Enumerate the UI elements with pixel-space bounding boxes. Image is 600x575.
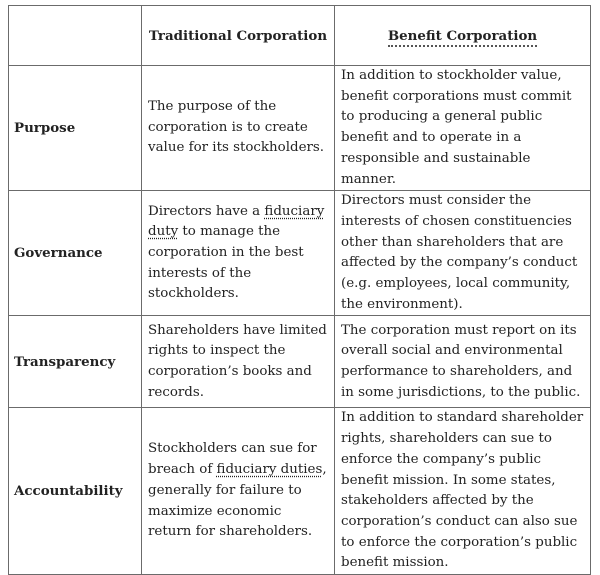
header-benefit-corporation[interactable] (335, 6, 591, 66)
fiduciary-duties-link[interactable]: fiduciary duties (216, 462, 323, 478)
fiduciary-duty-link[interactable]: fiduciary duty (148, 203, 325, 240)
governance-benefit-cell: Directors must consider the interests of chosen constituencies other than shareholders that are affected by the company’s conduct (e.g. employees, local community, the environment). (335, 191, 591, 316)
row-label-purpose: Purpose (9, 66, 142, 191)
header-empty-cell (9, 6, 142, 66)
row-label-accountability: Accountability (9, 408, 142, 575)
table-row-transparency (9, 316, 591, 408)
governance-traditional-text-before: Directors have a (148, 203, 265, 219)
table-row-purpose (9, 66, 591, 191)
accountability-traditional-text-after: , generally for failure to maximize economic return for shareholders. (148, 462, 327, 540)
table-row-governance (9, 191, 591, 316)
header-traditional-corporation: Traditional Corporation (142, 6, 335, 66)
row-label-transparency: Transparency (9, 316, 142, 408)
accountability-traditional-text-before: Stockholders can sue for breach of (148, 441, 317, 478)
purpose-benefit-cell: In addition to stockholder value, benefit corporations must commit to producing a general public benefit and to operate in a responsible and sustainable manner. (335, 66, 591, 191)
accountability-benefit-cell: In addition to standard shareholder rights, shareholders can sue to enforce the company’s public benefit mission. In some states, stakeholders affected by the corporation’s conduct can also sue to enforce the corporation’s public benefit mission. (335, 408, 591, 575)
benefit-corporation-link[interactable]: Benefit Corporation (388, 28, 537, 47)
governance-traditional-cell (142, 191, 335, 316)
row-label-governance: Governance (9, 191, 142, 316)
comparison-table (8, 5, 591, 575)
transparency-benefit-cell: The corporation must report on its overall social and environmental performance to shareholders, and in some jurisdictions, to the public. (335, 316, 591, 408)
transparency-traditional-cell: Shareholders have limited rights to inspect the corporation’s books and records. (142, 316, 335, 408)
governance-traditional-text-after: to manage the corporation in the best interests of the stockholders. (148, 224, 304, 302)
table-row-accountability (9, 408, 591, 575)
purpose-traditional-cell: The purpose of the corporation is to create value for its stockholders. (142, 66, 335, 191)
header-row (9, 6, 591, 66)
accountability-traditional-cell (142, 408, 335, 575)
